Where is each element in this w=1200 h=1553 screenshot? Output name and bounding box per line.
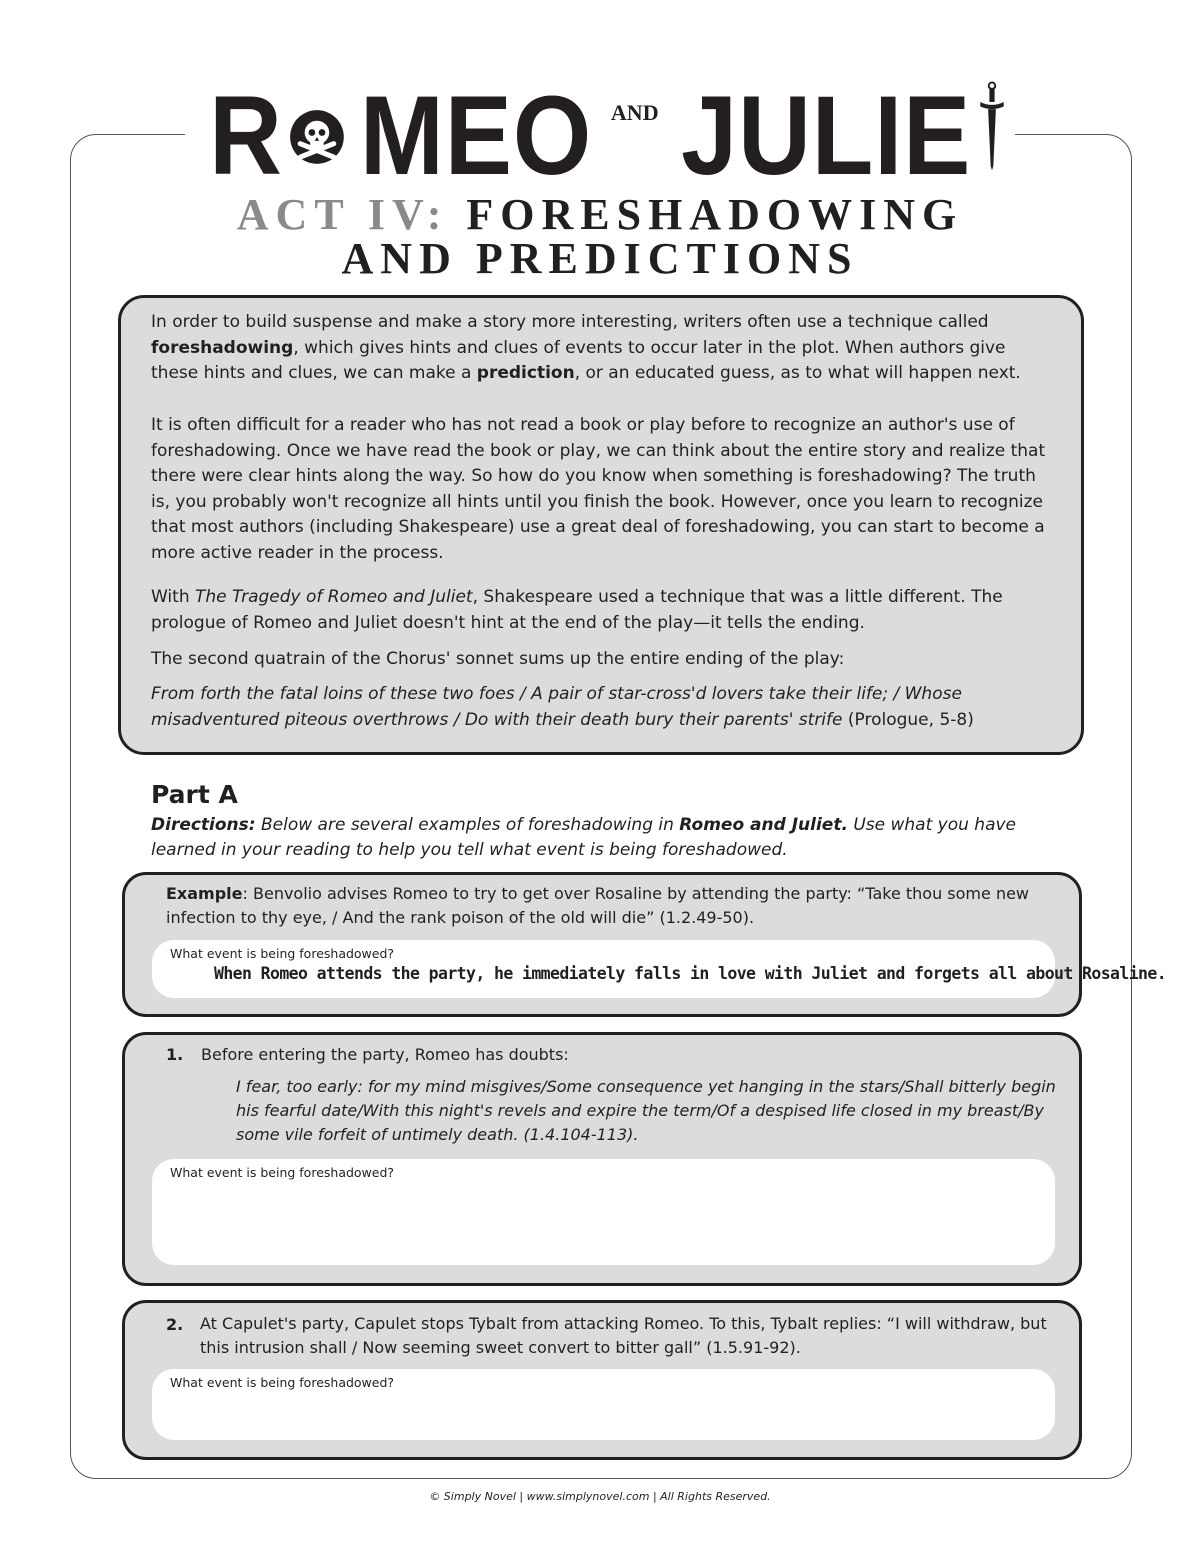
intro-paragraph-3: With The Tragedy of Romeo and Juliet, Shakespeare used a technique that was a little different. The prologue of Romeo and Juliet doesn't hint at the end of the play—it tells the ending. (151, 587, 1003, 633)
question-2-number: 2. (166, 1315, 184, 1334)
example-answer-text: When Romeo attends the party, he immediately falls in love with Juliet and forgets all about Rosaline. (214, 964, 1167, 983)
title-logo (205, 62, 1005, 198)
subtitle-line-1 (0, 192, 1200, 238)
question-1-text: Before entering the party, Romeo has doubts: (201, 1045, 569, 1064)
title-letter-r: R (209, 73, 283, 198)
question-2-text: At Capulet's party, Capulet stops Tybalt from attacking Romeo. To this, Tybalt replies: “I will withdraw, but this intrusion shall / Now seeming sweet convert to bitter gall” (1.5.91-92). (200, 1314, 1047, 1357)
question-1-question-label: What event is being foreshadowed? (170, 1165, 395, 1180)
subtitle-foreshadowing: FORESHADOWING (466, 190, 964, 239)
title-julie: JULIE (680, 73, 971, 198)
question-1-quote: I fear, too early: for my mind misgives/Some consequence yet hanging in the stars/Shall bitterly begin his fearful date/With this night's revels and expire the term/Of a despised life closed in my breast/By some vile forfeit of untimely death. (1.4.104-113). (236, 1077, 1056, 1144)
question-1-answer-box[interactable] (152, 1159, 1055, 1265)
example-answer-box (152, 940, 1167, 998)
title-meo: MEO (359, 73, 593, 198)
skull-crossbones-icon (289, 94, 345, 180)
subtitle-line-2: AND PREDICTIONS (341, 234, 859, 283)
part-a-directions: Directions: Below are several examples of foreshadowing in Romeo and Juliet. Use what you have learned in your reading to help you tell what event is being foreshadowed. (151, 815, 1017, 860)
question-2-question-label: What event is being foreshadowed? (170, 1375, 395, 1390)
intro-paragraph-4: The second quatrain of the Chorus' sonnet sums up the entire ending of the play: (151, 649, 845, 669)
intro-paragraph-1: In order to build suspense and make a story more interesting, writers often use a technique called foreshadowing, which gives hints and clues of events to occur later in the plot. When authors give these hints and clues, we can make a prediction, or an educated guess, as to what will happen next. (151, 312, 1021, 383)
title-and: AND (610, 100, 659, 125)
question-1-number: 1. (166, 1045, 184, 1064)
example-question-label: What event is being foreshadowed? (170, 946, 395, 961)
part-a-heading: Part A (151, 780, 238, 809)
question-2-answer-box[interactable] (152, 1369, 1055, 1440)
subtitle-act: ACT IV: (236, 190, 449, 239)
intro-prologue-quote: From forth the fatal loins of these two foes / A pair of star-cross'd lovers take their life; / Whose misadventured piteous overthrows / Do with their death bury their parents' strife (Prologue, 5-8) (151, 684, 974, 730)
intro-paragraph-2: It is often difficult for a reader who has not read a book or play before to recognize an author's use of foreshadowing. Once we have read the book or play, we can think about the entire story and realize that there were clear hints along the way. So how do you know when something is foreshadowing? The truth is, you probably won't recognize all hints until you finish the book. However, once you learn to recognize that most authors (including Shakespeare) use a great deal of foreshadowing, you can start to become a more active reader in the process. (151, 415, 1046, 563)
example-text: Example: Benvolio advises Romeo to try to get over Rosaline by attending the party: “Take thou some new infection to thy eye, / And the rank poison of the old will die” (1.2.49-50). (166, 884, 1030, 927)
footer-copyright: © Simply Novel | www.simplynovel.com | All Rights Reserved. (429, 1490, 771, 1503)
dagger-icon (979, 56, 1005, 196)
